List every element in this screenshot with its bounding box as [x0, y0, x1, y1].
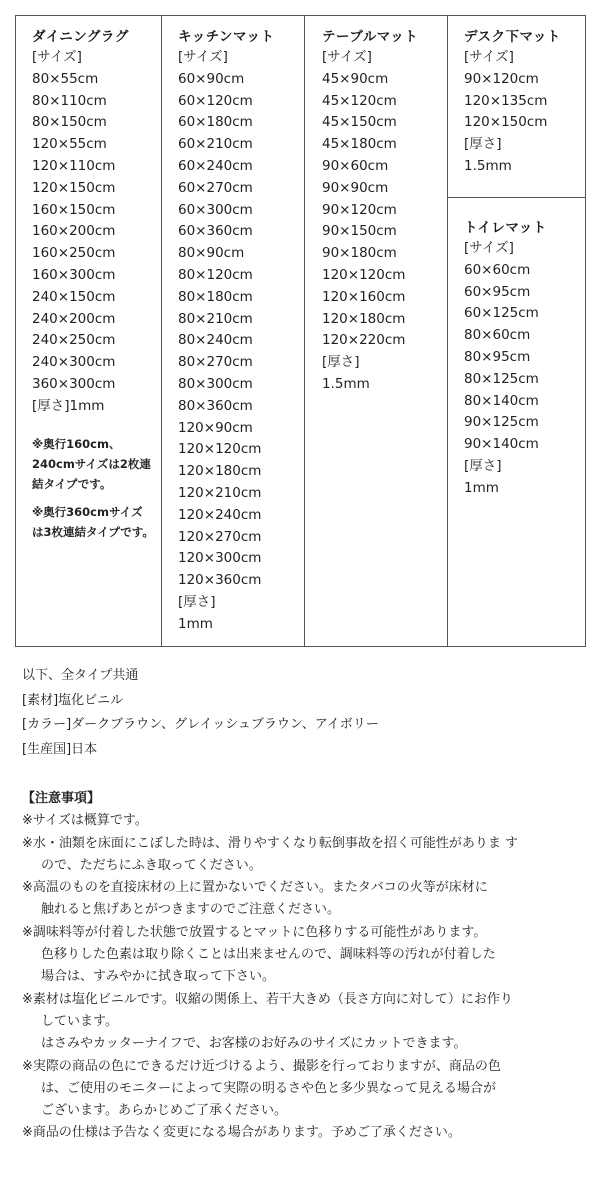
- thickness-value: 1.5mm: [322, 375, 370, 392]
- size-item: 160×200cm: [32, 223, 116, 240]
- column-dining-rug: [16, 16, 161, 646]
- size-label: [サイズ]: [464, 240, 514, 256]
- caution-line: 色移りした色素は取り除くことは出来ませんので、調味料等の汚れが付着した: [41, 947, 496, 963]
- size-item: 45×120cm: [322, 92, 397, 109]
- size-label: [サイズ]: [322, 49, 372, 65]
- caution-line: 場合は、すみやかに拭き取って下さい。: [41, 969, 276, 985]
- caution-line: ※商品の仕様は予告なく変更になる場合があります。予めご了承ください。: [22, 1125, 461, 1141]
- size-item: 45×90cm: [322, 70, 389, 87]
- size-item: 80×180cm: [178, 288, 253, 305]
- size-item: 60×60cm: [464, 261, 531, 278]
- column-kitchen-mat: [161, 16, 304, 646]
- size-item: 90×125cm: [464, 414, 539, 431]
- size-item: 90×150cm: [322, 223, 397, 240]
- size-item: 120×360cm: [178, 572, 262, 589]
- size-item: 120×120cm: [178, 441, 262, 458]
- thickness-value: 1.5mm: [464, 157, 512, 174]
- size-item: 90×180cm: [322, 245, 397, 262]
- size-item: 90×60cm: [322, 157, 389, 174]
- size-item: 120×220cm: [322, 332, 406, 349]
- cautions-section: [22, 788, 588, 1145]
- size-item: 240×200cm: [32, 310, 116, 327]
- size-item: 80×240cm: [178, 332, 253, 349]
- note-2-panel: ※奥行160cm、240cmサイズは2枚連結タイプです。: [32, 436, 151, 491]
- size-item: 60×240cm: [178, 157, 253, 174]
- column-title: デスク下マット: [464, 29, 561, 45]
- common-specs: [22, 664, 379, 762]
- caution-line: はさみやカッターナイフで、お客様のお好みのサイズにカットできます。: [41, 1036, 467, 1052]
- size-item: 360×300cm: [32, 375, 116, 392]
- size-list: [464, 260, 585, 456]
- section-toilet-mat: [448, 198, 585, 646]
- size-item: 240×300cm: [32, 354, 116, 371]
- size-item: 60×120cm: [178, 92, 253, 109]
- thickness-label: [厚さ]: [464, 457, 502, 474]
- size-item: 120×120cm: [322, 266, 406, 283]
- common-intro: 以下、全タイプ共通: [22, 668, 139, 683]
- size-item: 80×150cm: [32, 114, 107, 131]
- size-item: 80×125cm: [464, 370, 539, 387]
- caution-line: ※水・油類を床面にこぼした時は、滑りやすくなり転倒事故を招く可能性がありま す: [22, 835, 519, 851]
- size-label: [サイズ]: [32, 49, 82, 65]
- size-item: 160×300cm: [32, 266, 116, 283]
- size-item: 80×90cm: [178, 245, 245, 262]
- size-item: 80×300cm: [178, 375, 253, 392]
- size-item: 80×210cm: [178, 310, 253, 327]
- size-item: 80×95cm: [464, 348, 531, 365]
- size-item: 60×95cm: [464, 283, 531, 300]
- size-item: 120×210cm: [178, 484, 262, 501]
- size-item: 60×180cm: [178, 114, 253, 131]
- size-item: 90×140cm: [464, 436, 539, 453]
- size-list: [322, 69, 447, 352]
- size-item: 90×120cm: [322, 201, 397, 218]
- size-item: 160×250cm: [32, 245, 116, 262]
- column-table-mat: [304, 16, 447, 646]
- size-item: 60×270cm: [178, 179, 253, 196]
- size-item: 90×90cm: [322, 179, 389, 196]
- material-spec: [素材]塩化ビニル: [22, 692, 124, 708]
- column-title: トイレマット: [464, 220, 547, 236]
- section-desk-mat: [448, 16, 585, 198]
- caution-line: は、ご使用のモニターによって実際の明るさや色と多少異なって見える場合が: [41, 1080, 497, 1096]
- column-title: ダイニングラグ: [32, 29, 129, 45]
- size-item: 240×150cm: [32, 288, 116, 305]
- caution-line: ※サイズは概算です。: [22, 813, 148, 829]
- thickness-value: 1mm: [178, 615, 213, 632]
- caution-line: ※素材は塩化ビニルです。収縮の関係上、若干大きめ（長さ方向に対して）にお作り: [22, 991, 513, 1007]
- size-item: 80×140cm: [464, 392, 539, 409]
- size-item: 80×270cm: [178, 354, 253, 371]
- size-label: [サイズ]: [464, 49, 514, 65]
- thickness-label: [厚さ]1mm: [32, 397, 105, 414]
- column-title: キッチンマット: [178, 29, 275, 45]
- size-item: 120×150cm: [464, 114, 548, 131]
- caution-line: ※高温のものを直接床材の上に置かないでください。またタバコの火等が床材に: [22, 880, 488, 896]
- color-spec: [カラー]ダークブラウン、グレイッシュブラウン、アイボリー: [22, 717, 379, 732]
- size-item: 120×240cm: [178, 506, 262, 523]
- note-3-panel: ※奥行360cmサイズは3枚連結タイプです。: [32, 504, 154, 539]
- size-item: 90×120cm: [464, 70, 539, 87]
- size-list: [178, 69, 304, 592]
- thickness-label: [厚さ]: [322, 354, 360, 371]
- column-desk-and-toilet: [447, 16, 585, 646]
- thickness-label: [厚さ]: [178, 593, 216, 610]
- size-item: 120×180cm: [322, 310, 406, 327]
- size-item: 120×110cm: [32, 157, 116, 174]
- size-item: 120×150cm: [32, 179, 116, 196]
- size-item: 60×360cm: [178, 223, 253, 240]
- thickness-label: [厚さ]: [464, 136, 502, 153]
- column-title: テーブルマット: [322, 29, 419, 45]
- size-item: 45×150cm: [322, 114, 397, 131]
- size-item: 60×300cm: [178, 201, 253, 218]
- caution-line: 触れると焦げあとがつきますのでご注意ください。: [41, 902, 341, 918]
- size-item: 240×250cm: [32, 332, 116, 349]
- thickness-value: 1mm: [464, 479, 499, 496]
- size-item: 80×110cm: [32, 92, 107, 109]
- size-table: [15, 15, 586, 647]
- caution-line: しています。: [41, 1013, 118, 1029]
- size-item: 160×150cm: [32, 201, 116, 218]
- size-item: 120×160cm: [322, 288, 406, 305]
- size-item: 80×360cm: [178, 397, 253, 414]
- size-item: 120×135cm: [464, 92, 548, 109]
- size-item: 45×180cm: [322, 136, 397, 153]
- size-item: 120×90cm: [178, 419, 253, 436]
- size-list: [32, 69, 161, 396]
- cautions-list: [22, 810, 588, 1144]
- size-item: 60×210cm: [178, 136, 253, 153]
- size-item: 120×270cm: [178, 528, 262, 545]
- origin-spec: [生産国]日本: [22, 741, 98, 757]
- size-item: 60×125cm: [464, 305, 539, 322]
- size-item: 120×300cm: [178, 550, 262, 567]
- caution-line: ので、ただちにふき取ってください。: [41, 857, 262, 873]
- size-item: 80×55cm: [32, 70, 99, 87]
- caution-line: ※実際の商品の色にできるだけ近づけるよう、撮影を行っておりますが、商品の色: [22, 1058, 501, 1074]
- caution-line: ※調味料等が付着した状態で放置するとマットに色移りする可能性があります。: [22, 924, 487, 940]
- size-item: 80×60cm: [464, 327, 531, 344]
- size-list: [464, 69, 585, 134]
- cautions-title: 【注意事項】: [22, 791, 101, 806]
- size-item: 120×180cm: [178, 463, 262, 480]
- size-item: 120×55cm: [32, 136, 107, 153]
- size-item: 80×120cm: [178, 266, 253, 283]
- size-item: 60×90cm: [178, 70, 245, 87]
- caution-line: ございます。あらかじめご了承ください。: [41, 1103, 287, 1119]
- size-label: [サイズ]: [178, 49, 228, 65]
